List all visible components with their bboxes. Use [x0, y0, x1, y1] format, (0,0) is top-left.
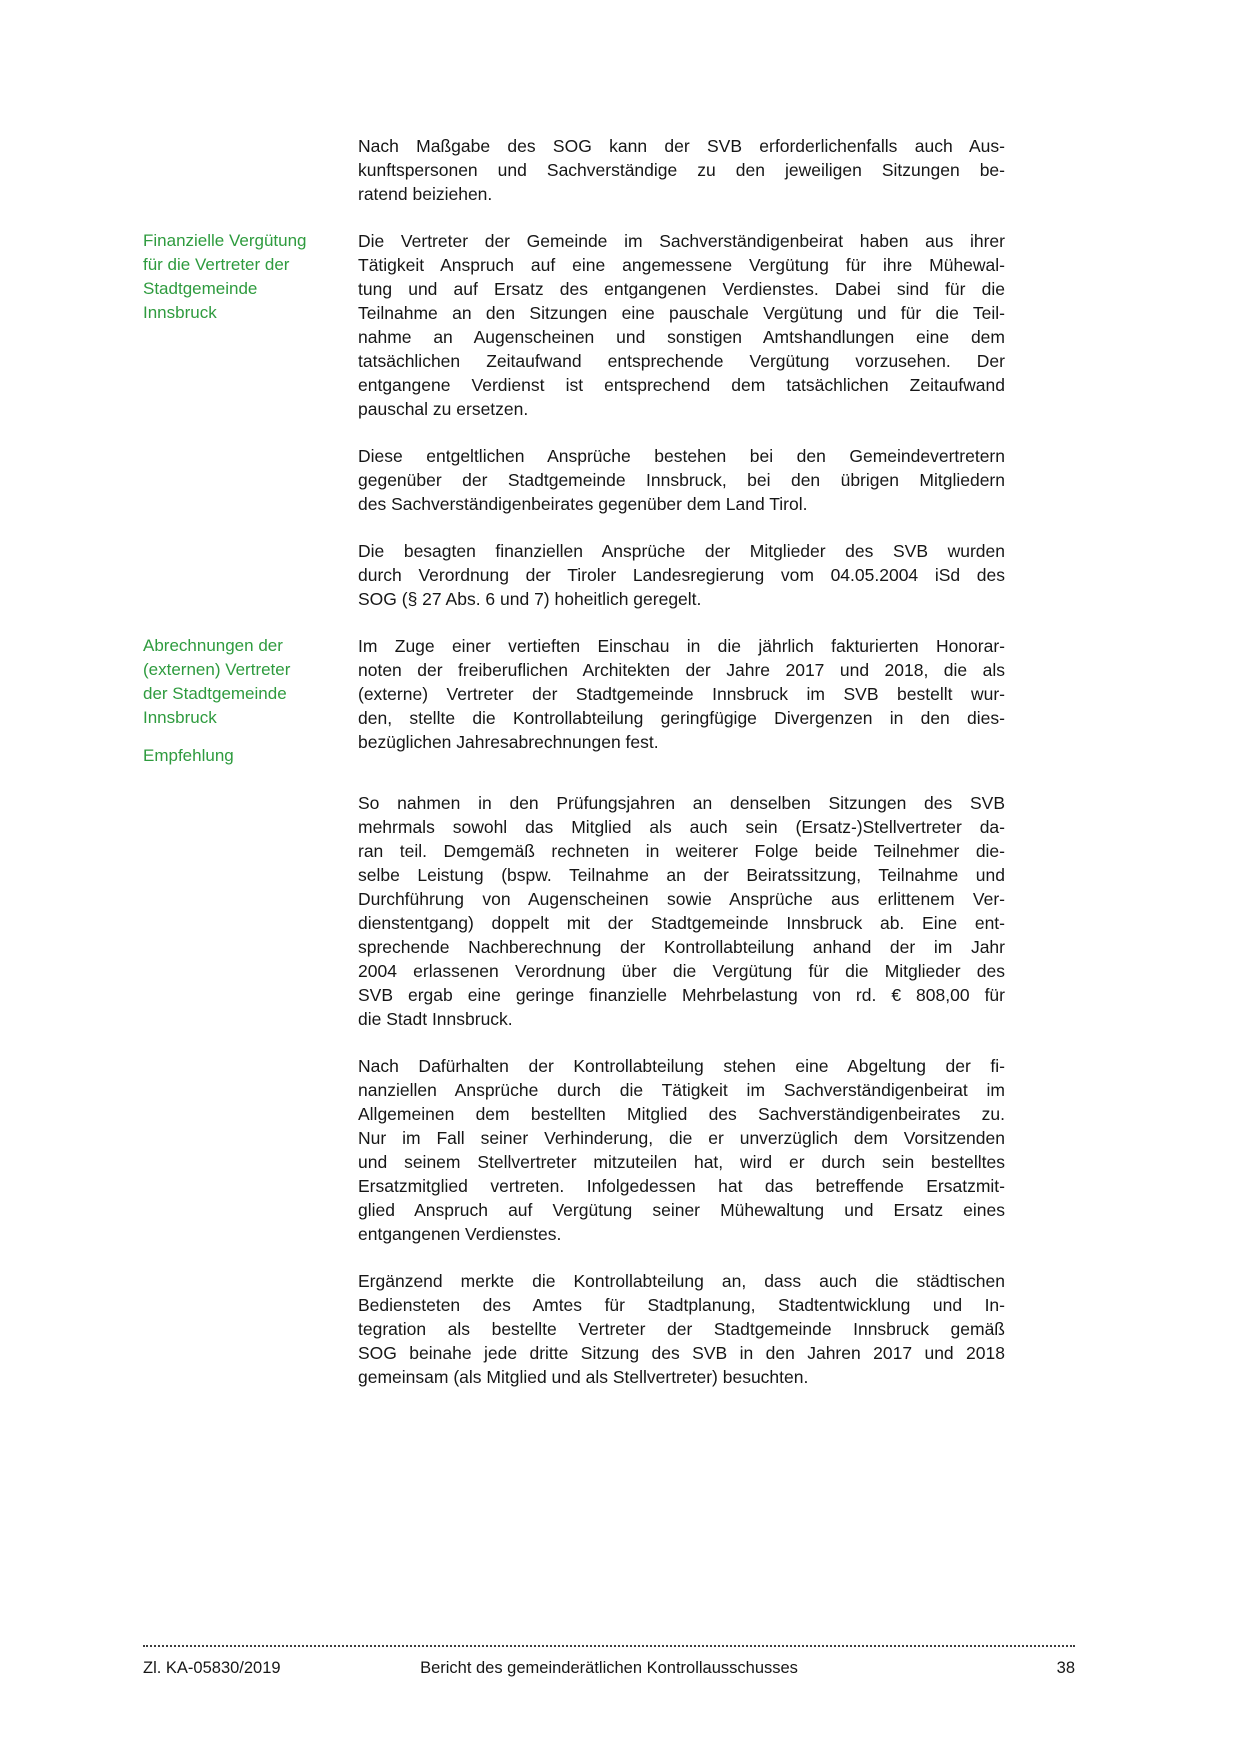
margin-label-line: (externen) Vertreter	[143, 660, 291, 679]
paragraph-line: des Sachverständigenbeirates gegenüber dem Land Tirol.	[358, 494, 808, 514]
paragraph	[358, 134, 1005, 206]
footer-title: Bericht des gemeinderätlichen Kontrollausschusses	[420, 1659, 798, 1677]
margin-label-line: Innsbruck	[143, 303, 217, 322]
margin-label	[143, 229, 338, 325]
paragraph-line: Durchführung von Augenscheinen sowie Ansprüche aus erlittenem Ver-	[358, 889, 1005, 909]
document-body	[143, 134, 1005, 1412]
footer-row	[143, 1658, 1075, 1678]
paragraph-line: 2004 erlassenen Verordnung über die Vergütung für die Mitglieder des	[358, 961, 1005, 981]
paragraph-line: sprechende Nachberechnung der Kontrollabteilung anhand der im Jahr	[358, 937, 1005, 957]
content-block-finanzielle-verguetung	[143, 229, 1005, 421]
paragraph	[358, 634, 1005, 754]
paragraph-line: dienstentgang) doppelt mit der Stadtgemeinde Innsbruck ab. Eine ent-	[358, 913, 1005, 933]
margin-column	[143, 634, 358, 768]
paragraph-line: noten der freiberuflichen Architekten der Jahre 2017 und 2018, die als	[358, 660, 1005, 680]
paragraph-line: tatsächlichen Zeitaufwand entsprechende Vergütung vorzusehen. Der	[358, 351, 1005, 371]
paragraph	[358, 444, 1005, 516]
paragraph	[358, 229, 1005, 421]
paragraph-line: glied Anspruch auf Vergütung seiner Mühewaltung und Ersatz eines	[358, 1200, 1005, 1220]
content-block-auskunftspersonen	[143, 134, 1005, 206]
margin-label-line: für die Vertreter der	[143, 255, 290, 274]
content-block-ergaenzung	[143, 1269, 1005, 1389]
paragraph-line: pauschal zu ersetzen.	[358, 399, 529, 419]
margin-label-line: Stadtgemeinde	[143, 279, 258, 298]
paragraph-line: Ergänzend merkte die Kontrollabteilung an, dass auch die städtischen	[358, 1271, 1005, 1291]
paragraph-line: Ersatzmitglied vertreten. Infolgedessen hat das betreffende Ersatzmit-	[358, 1176, 1005, 1196]
paragraph-line: Nach Dafürhalten der Kontrollabteilung stehen eine Abgeltung der fi-	[358, 1056, 1005, 1076]
paragraph-line: entgangene Verdienst ist entsprechend dem tatsächlichen Zeitaufwand	[358, 375, 1005, 395]
paragraph-line: Im Zuge einer vertieften Einschau in die jährlich fakturierten Honorar-	[358, 636, 1005, 656]
paragraph-line: SOG (§ 27 Abs. 6 und 7) hoheitlich geregelt.	[358, 589, 702, 609]
paragraph-line: Bediensteten des Amtes für Stadtplanung, Stadtentwicklung und In-	[358, 1295, 1005, 1315]
paragraph-line: So nahmen in den Prüfungsjahren an denselben Sitzungen des SVB	[358, 793, 1005, 813]
paragraph	[358, 539, 1005, 611]
footer-reference: Zl. KA-05830/2019	[143, 1659, 281, 1677]
content-block-dafuerhalten	[143, 1054, 1005, 1246]
paragraph-line: Die Vertreter der Gemeinde im Sachverständigenbeirat haben aus ihrer	[358, 231, 1005, 251]
paragraph-line: mehrmals sowohl das Mitglied als auch sein (Ersatz-)Stellvertreter da-	[358, 817, 1005, 837]
margin-label-line: Empfehlung	[143, 746, 234, 765]
margin-label-line: Abrechnungen der	[143, 636, 283, 655]
paragraph	[358, 1054, 1005, 1246]
margin-label	[143, 744, 338, 768]
paragraph-line: Nur im Fall seiner Verhinderung, die er unverzüglich dem Vorsitzenden	[358, 1128, 1005, 1148]
paragraph-line: bezüglichen Jahresabrechnungen fest.	[358, 732, 659, 752]
margin-label-line: der Stadtgemeinde	[143, 684, 287, 703]
paragraph-line: (externe) Vertreter der Stadtgemeinde Innsbruck im SVB bestellt wur-	[358, 684, 1005, 704]
paragraph-line: kunftspersonen und Sachverständige zu den jeweiligen Sitzungen be-	[358, 160, 1005, 180]
margin-column	[143, 229, 358, 325]
page-footer	[143, 1645, 1075, 1678]
paragraph-line: gegenüber der Stadtgemeinde Innsbruck, bei den übrigen Mitgliedern	[358, 470, 1005, 490]
paragraph-line: ran teil. Demgemäß rechneten in weiterer Folge beide Teilnehmer die-	[358, 841, 1005, 861]
paragraph	[358, 791, 1005, 1031]
paragraph-line: Allgemeinen dem bestellten Mitglied des Sachverständigenbeirates zu.	[358, 1104, 1005, 1124]
paragraph-line: tung und auf Ersatz des entgangenen Verdienstes. Dabei sind für die	[358, 279, 1005, 299]
paragraph	[358, 1269, 1005, 1389]
paragraph-line: Tätigkeit Anspruch auf eine angemessene Vergütung für ihre Mühewal-	[358, 255, 1005, 275]
paragraph-line: SOG beinahe jede dritte Sitzung des SVB in den Jahren 2017 und 2018	[358, 1343, 1005, 1363]
paragraph-line: SVB ergab eine geringe finanzielle Mehrbelastung von rd. € 808,00 für	[358, 985, 1005, 1005]
paragraph-line: die Stadt Innsbruck.	[358, 1009, 513, 1029]
paragraph-line: den, stellte die Kontrollabteilung geringfügige Divergenzen in den dies-	[358, 708, 1005, 728]
footer-page-number: 38	[1056, 1659, 1075, 1677]
content-block-pruefungsjahre	[143, 791, 1005, 1031]
paragraph-line: Diese entgeltlichen Ansprüche bestehen bei den Gemeindevertretern	[358, 446, 1005, 466]
paragraph-line: ratend beiziehen.	[358, 184, 493, 204]
paragraph-line: gemeinsam (als Mitglied und als Stellvertreter) besuchten.	[358, 1367, 809, 1387]
content-block-entgeltliche-ansprueche	[143, 444, 1005, 516]
paragraph-line: nanziellen Ansprüche durch die Tätigkeit im Sachverständigenbeirat im	[358, 1080, 1005, 1100]
margin-label-line: Finanzielle Vergütung	[143, 231, 307, 250]
margin-label	[143, 634, 338, 730]
margin-label-line: Innsbruck	[143, 708, 217, 727]
content-block-verordnung	[143, 539, 1005, 611]
paragraph-line: selbe Leistung (bspw. Teilnahme an der Beiratssitzung, Teilnahme und	[358, 865, 1005, 885]
paragraph-line: Die besagten finanziellen Ansprüche der Mitglieder des SVB wurden	[358, 541, 1005, 561]
paragraph-line: Nach Maßgabe des SOG kann der SVB erforderlichenfalls auch Aus-	[358, 136, 1005, 156]
paragraph-line: durch Verordnung der Tiroler Landesregierung vom 04.05.2004 iSd des	[358, 565, 1005, 585]
paragraph-line: tegration als bestellte Vertreter der Stadtgemeinde Innsbruck gemäß	[358, 1319, 1005, 1339]
content-block-abrechnungen	[143, 634, 1005, 768]
paragraph-line: und seinem Stellvertreter mitzuteilen hat, wird er durch sein bestelltes	[358, 1152, 1005, 1172]
paragraph-line: Teilnahme an den Sitzungen eine pauschale Vergütung und für die Teil-	[358, 303, 1005, 323]
paragraph-line: entgangenen Verdienstes.	[358, 1224, 562, 1244]
footer-divider	[143, 1645, 1075, 1647]
paragraph-line: nahme an Augenscheinen und sonstigen Amtshandlungen eine dem	[358, 327, 1005, 347]
